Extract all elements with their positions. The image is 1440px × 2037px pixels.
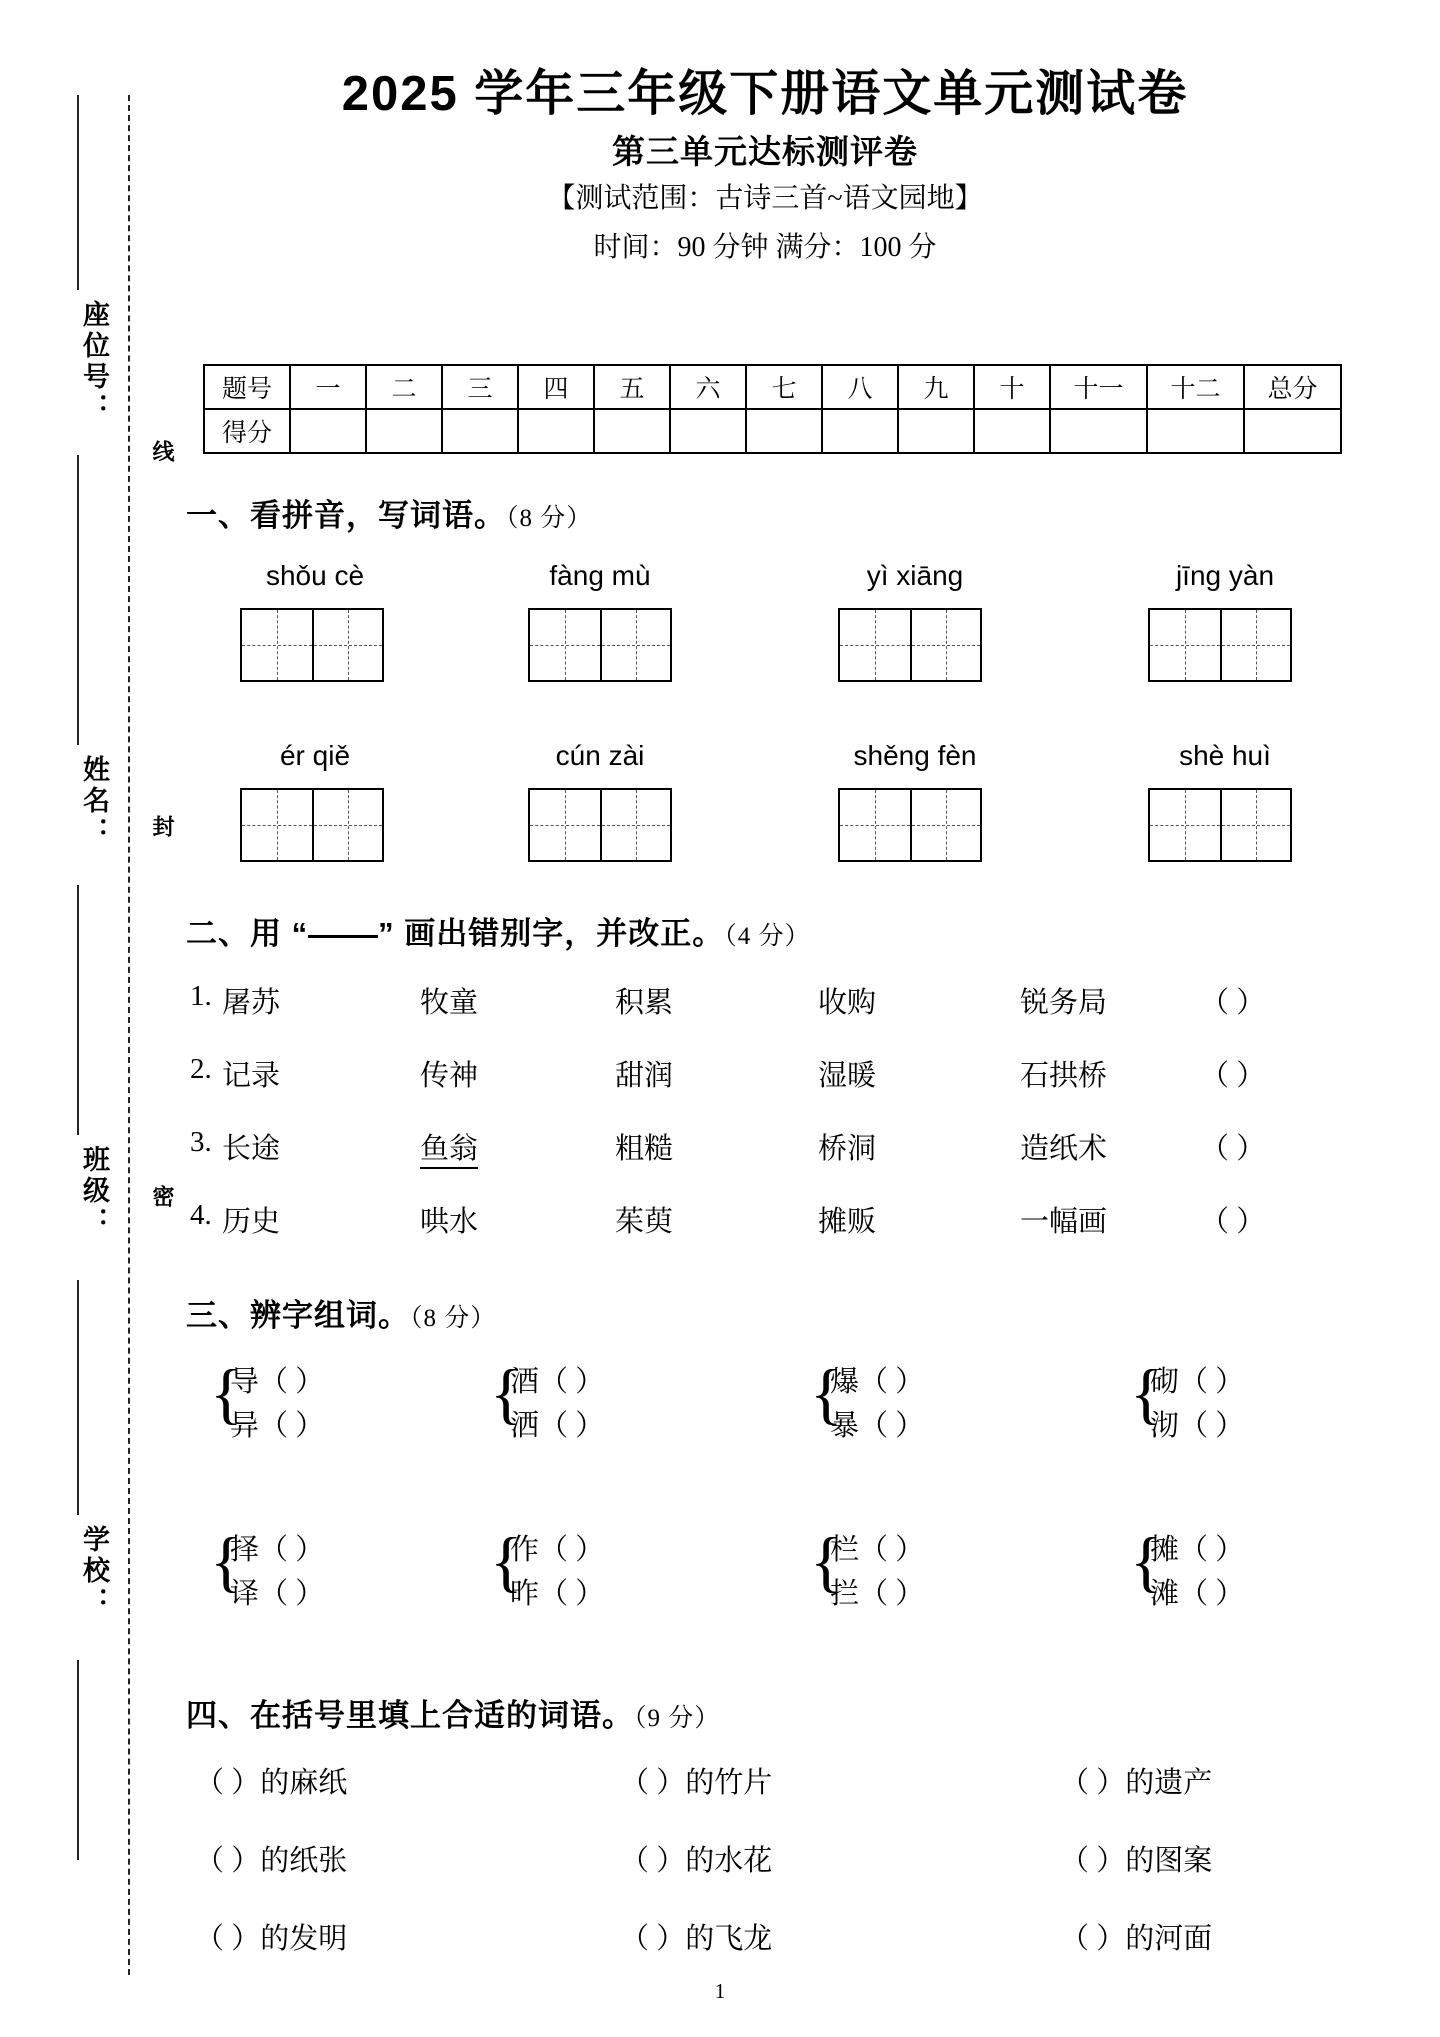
section-2-title-a: 二、用 “ bbox=[186, 916, 309, 951]
fill-blank-8[interactable]: （ ）的飞龙 bbox=[620, 1923, 773, 1955]
fill-blank-7[interactable]: （ ）的发明 bbox=[195, 1923, 348, 1955]
section-2-points: （4 分） bbox=[724, 923, 811, 950]
char-pair-4-bottom[interactable]: 沏（ ） bbox=[1150, 1410, 1245, 1442]
brace-icon: { bbox=[1130, 1523, 1163, 1599]
char-pair-8-bottom[interactable]: 滩（ ） bbox=[1150, 1578, 1245, 1610]
section-3-heading bbox=[186, 1290, 496, 1335]
score-blank-total[interactable] bbox=[1244, 409, 1341, 453]
wrong-char-row-2-word-4[interactable]: 湿暖 bbox=[818, 1060, 877, 1092]
fill-blank-2[interactable]: （ ）的竹片 bbox=[620, 1767, 773, 1799]
wrong-char-row-4-answer[interactable]: （ ） bbox=[1200, 1206, 1266, 1238]
score-col-12: 十二 bbox=[1147, 365, 1244, 409]
section-1-points: （8 分） bbox=[506, 505, 593, 532]
score-blank-8[interactable] bbox=[822, 409, 898, 453]
score-col-2: 二 bbox=[366, 365, 442, 409]
score-col-5: 五 bbox=[594, 365, 670, 409]
tianzige-cell[interactable] bbox=[910, 790, 980, 860]
score-col-11: 十一 bbox=[1050, 365, 1147, 409]
char-pair-lines bbox=[1150, 1360, 1244, 1448]
wrong-char-row-2-word-3[interactable]: 甜润 bbox=[615, 1060, 674, 1092]
tianzige-cell[interactable] bbox=[1220, 610, 1290, 680]
score-col-10: 十 bbox=[974, 365, 1050, 409]
school-label: 学校： bbox=[79, 1525, 109, 1618]
tianzige-cell[interactable] bbox=[1220, 790, 1290, 860]
tianzige-cell[interactable] bbox=[312, 790, 382, 860]
char-pair-lines bbox=[1150, 1528, 1244, 1616]
wrong-char-row-2-word-2[interactable]: 传神 bbox=[420, 1060, 479, 1092]
wrong-char-row-1-word-2[interactable]: 牧童 bbox=[420, 987, 479, 1019]
char-pair-6-bottom[interactable]: 昨（ ） bbox=[510, 1578, 605, 1610]
char-pair-lines bbox=[510, 1360, 604, 1448]
char-pair-lines bbox=[830, 1360, 924, 1448]
score-blank-9[interactable] bbox=[898, 409, 974, 453]
wrong-char-row-1-word-4[interactable]: 收购 bbox=[818, 987, 877, 1019]
char-pair-2-top[interactable]: 酒（ ） bbox=[510, 1366, 605, 1398]
score-col-total: 总分 bbox=[1244, 365, 1341, 409]
tianzige-4[interactable] bbox=[1148, 608, 1292, 682]
brace-icon: { bbox=[210, 1523, 243, 1599]
score-col-6: 六 bbox=[670, 365, 746, 409]
wrong-char-row-4-word-1[interactable]: 历史 bbox=[222, 1206, 281, 1238]
wrong-char-row-3-word-1[interactable]: 长途 bbox=[222, 1133, 281, 1165]
brace-icon: { bbox=[490, 1355, 523, 1431]
seal-char-feng: 封 bbox=[150, 815, 175, 837]
wrong-char-row-1-word-3[interactable]: 积累 bbox=[615, 987, 674, 1019]
char-pair-lines bbox=[510, 1528, 604, 1616]
class-label: 班级： bbox=[79, 1145, 109, 1238]
score-blank-4[interactable] bbox=[518, 409, 594, 453]
score-table bbox=[203, 364, 1342, 454]
section-4-title: 四、在括号里填上合适的词语。 bbox=[186, 1698, 634, 1733]
section-1-heading bbox=[186, 490, 592, 535]
name-label: 姓名： bbox=[79, 755, 109, 848]
seal-char-mi: 密 bbox=[150, 1185, 175, 1207]
wrong-char-row-2-answer[interactable]: （ ） bbox=[1200, 1060, 1266, 1092]
page-title: 2025 学年三年级下册语文单元测试卷 bbox=[341, 67, 1189, 121]
wrong-char-row-3-word-5[interactable]: 造纸术 bbox=[1020, 1133, 1108, 1165]
fill-blank-6[interactable]: （ ）的图案 bbox=[1060, 1845, 1213, 1877]
test-scope: 【测试范围：古诗三首~语文园地】 bbox=[547, 183, 983, 214]
tianzige-5[interactable] bbox=[240, 788, 384, 862]
tianzige-cell[interactable] bbox=[910, 610, 980, 680]
time-and-score: 时间：90 分钟 满分：100 分 bbox=[593, 232, 937, 263]
page-subtitle: 第三单元达标测评卷 bbox=[612, 135, 918, 171]
wrong-char-row-3-word-4[interactable]: 桥洞 bbox=[818, 1133, 877, 1165]
score-blank-3[interactable] bbox=[442, 409, 518, 453]
page-number: 1 bbox=[714, 1979, 726, 2003]
tianzige-3[interactable] bbox=[838, 608, 982, 682]
char-pair-1-top[interactable]: 导（ ） bbox=[230, 1366, 325, 1398]
tianzige-6[interactable] bbox=[528, 788, 672, 862]
fill-blank-1[interactable]: （ ）的麻纸 bbox=[195, 1767, 348, 1799]
score-blank-5[interactable] bbox=[594, 409, 670, 453]
pinyin-1: shǒu cè bbox=[265, 560, 365, 591]
tianzige-cell[interactable] bbox=[600, 610, 670, 680]
score-table-row-label-1: 题号 bbox=[204, 365, 290, 409]
char-pair-2-bottom[interactable]: 洒（ ） bbox=[510, 1410, 605, 1442]
table-row-scores bbox=[204, 409, 1341, 453]
pinyin-2: fàng mù bbox=[549, 560, 651, 591]
pinyin-5: ér qiě bbox=[279, 740, 351, 771]
score-table-row-label-2: 得分 bbox=[204, 409, 290, 453]
score-blank-11[interactable] bbox=[1050, 409, 1147, 453]
score-blank-10[interactable] bbox=[974, 409, 1050, 453]
char-pair-lines bbox=[230, 1360, 324, 1448]
char-pair-4-top[interactable]: 砌（ ） bbox=[1150, 1366, 1245, 1398]
char-pair-3-top[interactable]: 爆（ ） bbox=[830, 1366, 925, 1398]
wrong-char-row-1-answer[interactable]: （ ） bbox=[1200, 987, 1266, 1019]
brace-icon: { bbox=[490, 1523, 523, 1599]
section-2-blank-line bbox=[308, 935, 378, 938]
tianzige-cell[interactable] bbox=[242, 790, 312, 860]
wrong-char-row-4-word-3[interactable]: 茱萸 bbox=[615, 1206, 674, 1238]
pinyin-6: cún zài bbox=[555, 740, 645, 771]
seal-char-xian: 线 bbox=[150, 440, 175, 462]
score-blank-12[interactable] bbox=[1147, 409, 1244, 453]
wrong-char-row-1-word-1[interactable]: 屠苏 bbox=[222, 987, 281, 1019]
margin-rule-1 bbox=[77, 95, 79, 290]
tianzige-cell[interactable] bbox=[840, 610, 910, 680]
char-pair-lines bbox=[830, 1528, 924, 1616]
section-3-title: 三、辨字组词。 bbox=[186, 1298, 410, 1333]
brace-icon: { bbox=[1130, 1355, 1163, 1431]
wrong-char-row-no-1: 1. bbox=[190, 980, 212, 1012]
wrong-char-row-1-word-5[interactable]: 锐务局 bbox=[1020, 987, 1108, 1019]
margin-label-stack bbox=[44, 95, 175, 1975]
wrong-char-row-4-word-2[interactable]: 哄水 bbox=[420, 1206, 479, 1238]
tianzige-cell[interactable] bbox=[840, 790, 910, 860]
section-2-heading bbox=[186, 908, 811, 953]
score-col-9: 九 bbox=[898, 365, 974, 409]
score-col-1: 一 bbox=[290, 365, 366, 409]
tianzige-cell[interactable] bbox=[530, 610, 600, 680]
char-pair-5-top[interactable]: 择（ ） bbox=[230, 1534, 325, 1566]
table-row-question-numbers bbox=[204, 365, 1341, 409]
fill-blank-3[interactable]: （ ）的遗产 bbox=[1060, 1767, 1213, 1799]
wrong-char-row-4-word-4[interactable]: 摊贩 bbox=[818, 1206, 877, 1238]
char-pair-7-bottom[interactable]: 拦（ ） bbox=[830, 1578, 925, 1610]
char-pair-6-top[interactable]: 作（ ） bbox=[510, 1534, 605, 1566]
section-4-heading bbox=[186, 1690, 720, 1735]
char-pair-8-top[interactable]: 摊（ ） bbox=[1150, 1534, 1245, 1566]
pinyin-8: shè huì bbox=[1179, 740, 1271, 771]
fill-blank-9[interactable]: （ ）的河面 bbox=[1060, 1923, 1213, 1955]
section-2-title-b: ” 画出错别字，并改正。 bbox=[378, 916, 725, 951]
margin-rule-4 bbox=[77, 1280, 79, 1515]
margin-rule-3 bbox=[77, 885, 79, 1135]
margin-rule-5 bbox=[77, 1660, 79, 1860]
tianzige-2[interactable] bbox=[528, 608, 672, 682]
char-pair-1-bottom[interactable]: 异（ ） bbox=[230, 1410, 325, 1442]
fill-blank-4[interactable]: （ ）的纸张 bbox=[195, 1845, 348, 1877]
wrong-char-row-no-4: 4. bbox=[190, 1199, 212, 1231]
char-pair-lines bbox=[230, 1528, 324, 1616]
tianzige-8[interactable] bbox=[1148, 788, 1292, 862]
margin-rule-2 bbox=[77, 455, 79, 745]
char-pair-5-bottom[interactable]: 译（ ） bbox=[230, 1578, 325, 1610]
section-4-points: （9 分） bbox=[634, 1705, 721, 1732]
tianzige-cell[interactable] bbox=[600, 790, 670, 860]
fill-blank-5[interactable]: （ ）的水花 bbox=[620, 1845, 773, 1877]
wrong-char-row-4-word-5[interactable]: 一幅画 bbox=[1020, 1206, 1108, 1238]
pinyin-7: shěng fèn bbox=[853, 740, 977, 771]
score-col-7: 七 bbox=[746, 365, 822, 409]
brace-icon: { bbox=[810, 1355, 843, 1431]
wrong-char-row-2-word-5[interactable]: 石拱桥 bbox=[1020, 1060, 1108, 1092]
seal-dashed-line bbox=[128, 95, 130, 1975]
left-seal-margin bbox=[0, 0, 175, 2037]
seat-number-label: 座位号： bbox=[79, 300, 109, 424]
char-pair-3-bottom[interactable]: 暴（ ） bbox=[830, 1410, 925, 1442]
score-blank-6[interactable] bbox=[670, 409, 746, 453]
tianzige-cell[interactable] bbox=[1150, 610, 1220, 680]
tianzige-1[interactable] bbox=[240, 608, 384, 682]
tianzige-cell[interactable] bbox=[242, 610, 312, 680]
pinyin-4: jīng yàn bbox=[1175, 560, 1275, 591]
tianzige-7[interactable] bbox=[838, 788, 982, 862]
tianzige-cell[interactable] bbox=[530, 790, 600, 860]
char-pair-7-top[interactable]: 栏（ ） bbox=[830, 1534, 925, 1566]
section-3-points: （8 分） bbox=[410, 1305, 497, 1332]
wrong-char-row-no-3: 3. bbox=[190, 1126, 212, 1158]
tianzige-cell[interactable] bbox=[312, 610, 382, 680]
tianzige-cell[interactable] bbox=[1150, 790, 1220, 860]
score-col-3: 三 bbox=[442, 365, 518, 409]
brace-icon: { bbox=[810, 1523, 843, 1599]
wrong-char-row-3-answer[interactable]: （ ） bbox=[1200, 1133, 1266, 1165]
wrong-char-row-3-word-3[interactable]: 粗糙 bbox=[615, 1133, 674, 1165]
score-blank-2[interactable] bbox=[366, 409, 442, 453]
wrong-char-row-3-word-2[interactable]: 鱼翁 bbox=[420, 1126, 478, 1169]
wrong-char-row-no-2: 2. bbox=[190, 1053, 212, 1085]
score-blank-7[interactable] bbox=[746, 409, 822, 453]
pinyin-3: yì xiāng bbox=[866, 560, 964, 591]
wrong-char-row-2-word-1[interactable]: 记录 bbox=[222, 1060, 281, 1092]
score-col-8: 八 bbox=[822, 365, 898, 409]
brace-icon: { bbox=[210, 1355, 243, 1431]
score-blank-1[interactable] bbox=[290, 409, 366, 453]
score-col-4: 四 bbox=[518, 365, 594, 409]
section-1-title: 一、看拼音，写词语。 bbox=[186, 498, 506, 533]
